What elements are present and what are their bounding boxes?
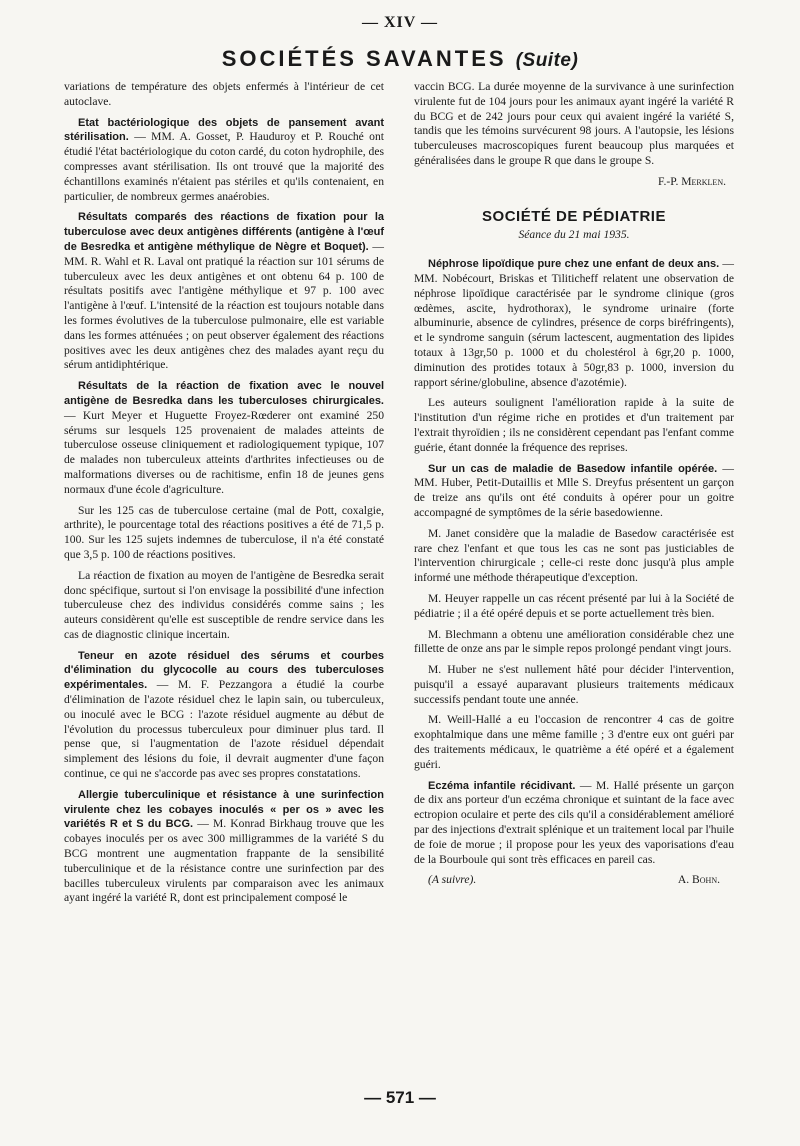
article-text: — Kurt Meyer et Huguette Froyez-Rœderer ont examiné 250 sérums sur lesquels 125 provenaient de malades atteints de tuberculose osseuse cliniquement et radiologiquement typique, 107 de malades non tuberculeux atteints d'arthrites infectieuses ou de malformations diverses ou de rachitisme, enfin 18 de jeunes gens normaux d'une école d'agriculture. — [64, 408, 384, 496]
roman-page-number: — XIV — — [361, 14, 439, 31]
article-text: — MM. Nobécourt, Briskas et Tiliticheff relatent une observation de néphrose lipoïdique caractérisée par le syndrome clinique (gros œdèmes, ascite, hydrothorax), le syndrome urinaire (forte albuminurie, absence de cylindres, présence de corps biréfringents), et le syndrome sanguin (sérum lactescent, augmentation des lipides totaux à 13gr,50 p. 1000 et du cholestérol à 6gr,20 p. 1000, diminution des protides totaux à 50gr,83 p. 1000, inversion du rapport sérine/globuline, absence d'azotémie). — [414, 257, 734, 389]
article-title: Teneur en azote résiduel des sérums et courbes d'élimination du glycocolle au cours des tuberculoses expérimentales. — [64, 649, 384, 692]
paragraph: variations de température des objets enfermés à l'intérieur de cet autoclave. — [64, 80, 384, 108]
page-title-suite: (Suite) — [515, 50, 579, 71]
article-title: Néphrose lipoïdique pure chez une enfant de deux ans. — [428, 258, 720, 271]
paragraph: Sur les 125 cas de tuberculose certaine (mal de Pott, coxalgie, arthrite), le pourcentage total des réactions positives a été de 71,5 p. 100. Sur les 125 sujets indemnes de tuberculose, il n'a été constaté que 3,5 p. 100 de réactions positives. — [64, 503, 384, 561]
page-number: — 571 — — [364, 1088, 436, 1107]
article-title: Etat bactériologique des objets de pansement avant stérilisation. — [64, 116, 384, 144]
session-date: Séance du 21 mai 1935. — [518, 228, 630, 242]
article-title: Eczéma infantile récidivant. — [428, 779, 576, 792]
paragraph: M. Janet considère que la maladie de Basedow caractérisée est rare chez l'enfant et que tous les cas ne sont pas justiciables de l'intervention chirurgicale ; celle-ci reste donc jusqu'à plus ample informé une méthode thérapeutique d'exception. — [414, 526, 734, 585]
article-reactions-fixation — [64, 210, 384, 373]
article-text: — M. F. Pezzangora a étudié la courbe d'élimination de l'azote résiduel chez le lapin sain, ou tuberculeux, ou inoculé avec le BCG : l'azote résiduel augmente au début de l'évolution du processus tuberculeux pour diminuer plus tard. Il pense que, si l'augmentation de l'azote résiduel dépendait simplement des lésions du foie, il devrait augmenter d'une façon continue, ce qui ne s'accorde pas avec ses propres constatations. — [64, 678, 384, 781]
article-basedow-infantile — [414, 462, 734, 521]
paragraph: M. Huber ne s'est nullement hâté pour décider l'intervention, puisqu'il a essayé auparavant plusieurs traitements médicaux successifs pendant toute une année. — [414, 663, 734, 706]
article-azote-residuel — [64, 649, 384, 782]
article-nephrose-lipoidique — [414, 257, 734, 390]
paragraph: La réaction de fixation au moyen de l'antigène de Besredka serait donc spécifique, surtout si l'on envisage la possibilité d'une infection tuberculeuse chez des individus considérés comme sains ; les auteurs considèrent qu'elle est susceptible de rendre service dans les cas de diagnostic clinique incertain. — [64, 568, 384, 641]
paragraph: Les auteurs soulignent l'amélioration rapide à la suite de l'institution d'un régime riche en protides et d'un traitement par l'extrait thyroïdien ; ils ne considèrent cependant pas l'enfant comme guérie, étant donnée la fréquence des reprises. — [414, 396, 734, 454]
signature: F.-P. Merklen. — [658, 174, 726, 188]
article-antigene-besredka — [64, 379, 384, 497]
article-title: Sur un cas de maladie de Basedow infantile opérée. — [428, 462, 718, 475]
article-text: — MM. A. Gosset, P. Hauduroy et P. Rouché ont étudié l'état bactériologique du coton cardé, du coton hydrophile, des compresses avant stérilisation. Ils ont trouvé que la majorité des échantillons examinés n'étaient pas stériles et qu'ils contenaient, en particulier, de nombreux germes anaérobies. — [64, 130, 384, 203]
article-text: — M. Hallé présente un garçon de dix ans porteur d'un eczéma chronique et suintant de la face avec ectropion oculaire et perte des cils qu'il a considérablement amélioré par des injections d'extrait splénique et un traitement local par l'huile de foie de morue ; il propose pour les yeux des vaporisations d'eau de la Bourboule qui sont très efficaces en pareil cas. — [414, 778, 734, 866]
left-column — [64, 80, 384, 912]
right-column — [414, 80, 734, 888]
article-title: Allergie tuberculinique et résistance à une surinfection virulente chez les cobayes inoculés « per os » avec les variétés R et S du BCG. — [64, 788, 384, 831]
to-be-continued: (A suivre). — [428, 873, 477, 887]
article-eczema-infantile — [414, 779, 734, 868]
article-text: — MM. R. Wahl et R. Laval ont pratiqué la réaction sur 101 sérums de tuberculeux avec les deux antigènes et ont obtenu 64 p. 100 de résultats positifs avec l'antigène méthylique et 97 p. 100 avec l'antigène à l'œuf. L'intensité de la réaction est toujours notable dans les formes évolutives de la tuberculose pulmonaire, elle est variable dans les formes atténuées ; on peut observer également des réactions positives avec les deux antigènes chez des malades ayant reçu du sérum antidiphtérique. — [64, 239, 384, 372]
article-text: — M. Konrad Birkhaug trouve que les cobayes inoculés per os avec 300 milligrammes de la variété S du BCG montrent une augmentation frappante de la sensibilité tuberculinique et de la résistance contre une surinfection par des bacilles tuberculeux virulents par comparaison avec les animaux ayant ingéré la variété R, dont est principalement composé le — [64, 817, 385, 905]
closing-row — [414, 873, 734, 888]
article-etat-bacteriologique — [64, 116, 384, 205]
article-text: — MM. Huber, Petit-Dutaillis et Mlle S. Dreyfus présentent un garçon de treize ans qu'ils ont été conduits à opérer pour un goitre accompagné de symptômes de la série basedowienne. — [414, 461, 734, 519]
article-title: Résultats de la réaction de fixation avec le nouvel antigène de Besredka dans les tuberculoses chirurgicales. — [64, 380, 384, 407]
paragraph: M. Heuyer rappelle un cas récent présenté par lui à la Société de pédiatrie ; il a été opéré depuis et se porte actuellement très bien. — [414, 591, 734, 620]
page-title-text: SOCIÉTÉS SAVANTES — [221, 46, 507, 71]
paragraph: M. Blechmann a obtenu une amélioration considérable chez une fillette de onze ans par le simple repos prolongé pendant vingt jours. — [414, 627, 734, 656]
society-heading: SOCIÉTÉ DE PÉDIATRIE — [482, 207, 666, 225]
signature: A. Bohn. — [677, 873, 720, 887]
article-title: Résultats comparés des réactions de fixation pour la tuberculose avec deux antigènes différents (antigène à l'œuf de Besredka et antigène méthylique de Nègre et Boquet). — [64, 211, 384, 253]
page-title — [0, 46, 800, 72]
article-allergie-tuberculinique — [64, 788, 384, 906]
paragraph: vaccin BCG. La durée moyenne de la survivance à une surinfection virulente fut de 104 jours pour les animaux ayant ingéré la variété R du BCG et de 242 jours pour ceux qui avaient ingéré la variété S, tandis que les témoins survécurent 98 jours. A l'autopsie, les lésions tuberculeuses macroscopiques furent beaucoup plus marquées et généralisées dans le groupe R que dans le groupe S. — [414, 80, 734, 167]
paragraph: M. Weill-Hallé a eu l'occasion de rencontrer 4 cas de goitre exophtalmique dans une même famille ; 3 d'entre eux ont guéri par des traitements médicaux, le quatrième a été opéré et a également guéri. — [414, 713, 734, 771]
